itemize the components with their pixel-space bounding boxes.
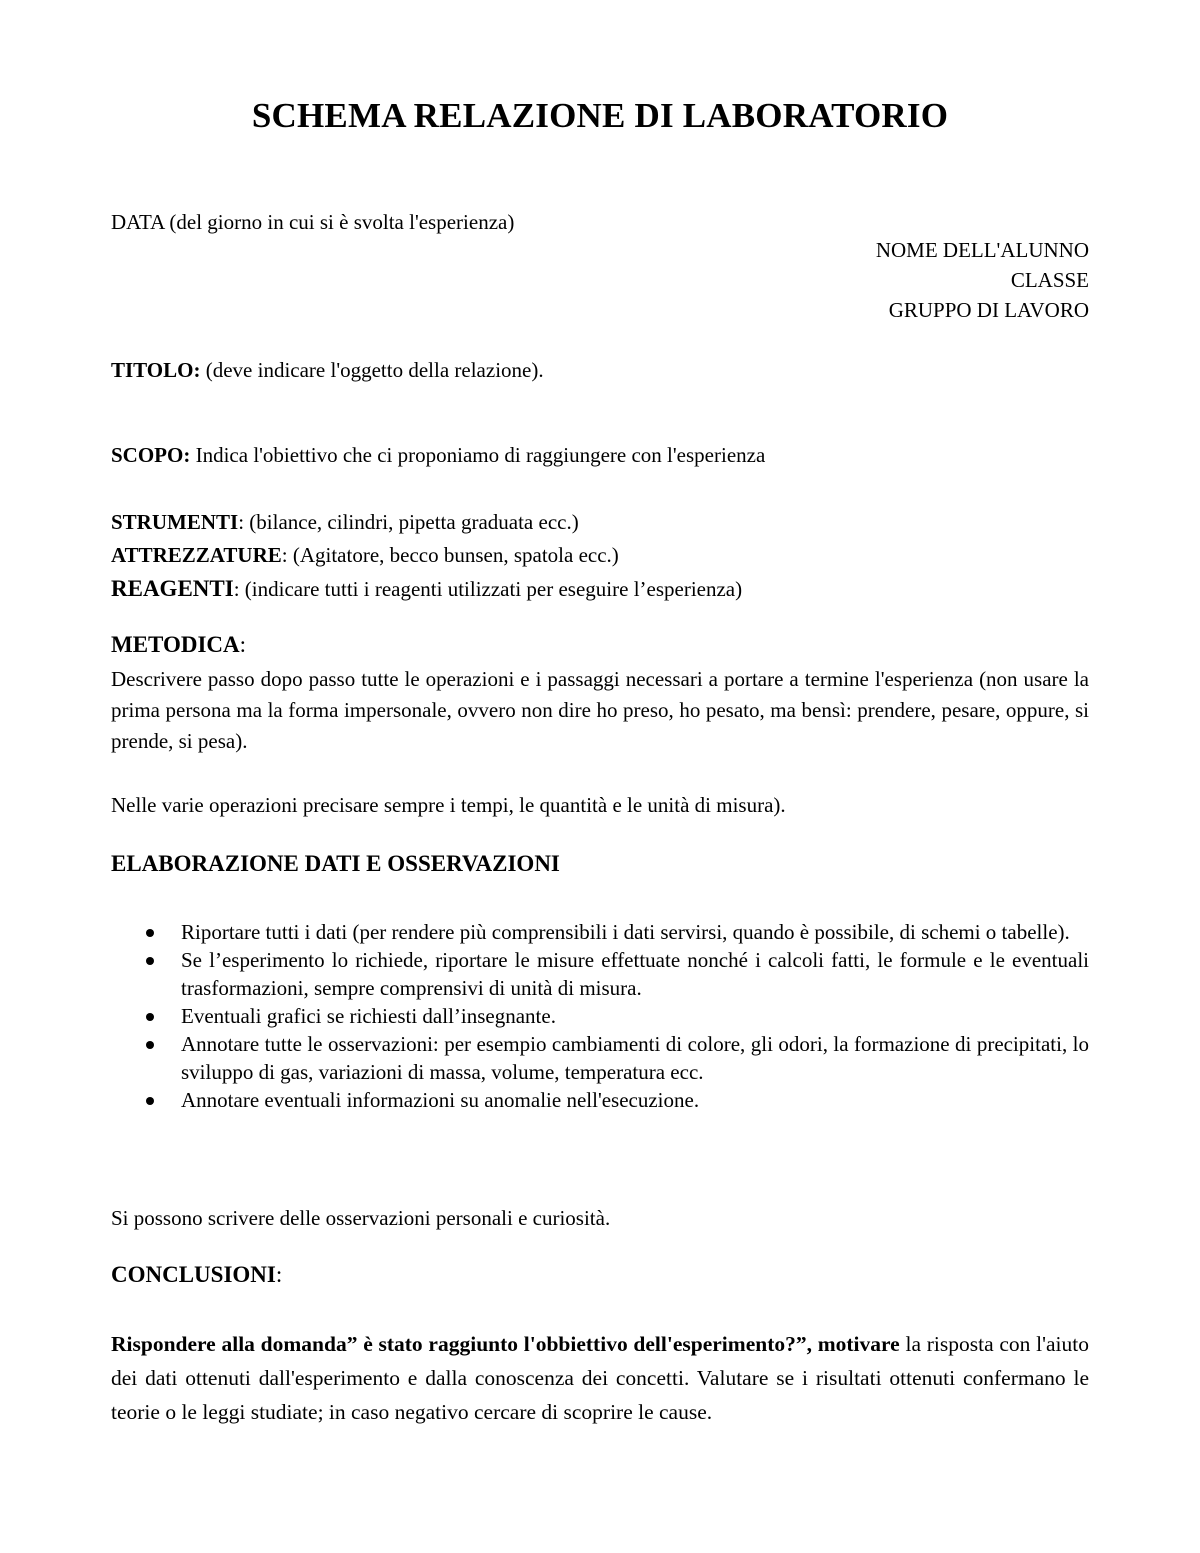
conclusioni-label: CONCLUSIONI bbox=[111, 1262, 276, 1287]
titolo-line bbox=[111, 358, 544, 383]
attrezzature-label: ATTREZZATURE bbox=[111, 543, 282, 567]
class-label: CLASSE bbox=[1010, 268, 1089, 292]
list-item bbox=[181, 1030, 1089, 1086]
metodica-paragraph: Descrivere passo dopo passo tutte le operazioni e i passaggi necessari a portare a termine l'esperienza (non usare la prima persona ma la forma impersonale, ovvero non dire ho preso, ho pesato, ma bensì: prendere, pesare, oppure, si prende, si pesa). bbox=[111, 667, 1089, 753]
bullet-icon bbox=[146, 1097, 154, 1105]
metodica-label: METODICA bbox=[111, 632, 240, 657]
list-item bbox=[181, 946, 1089, 1002]
conclusioni-bold-text: Rispondere alla domanda” è stato raggiunto l'obbiettivo dell'esperimento?”, motivare bbox=[111, 1332, 900, 1356]
reagenti-line bbox=[111, 576, 742, 602]
reagenti-text: : (indicare tutti i reagenti utilizzati per eseguire l’esperienza) bbox=[233, 577, 743, 601]
list-item bbox=[181, 918, 1089, 946]
attrezzature-line bbox=[111, 543, 619, 568]
attrezzature-text: : (Agitatore, becco bunsen, spatola ecc.) bbox=[281, 543, 619, 567]
reagenti-label: REAGENTI bbox=[111, 576, 234, 601]
elaborazione-note: Si possono scrivere delle osservazioni personali e curiosità. bbox=[111, 1206, 611, 1230]
metodica-note: Nelle varie operazioni precisare sempre i tempi, le quantità e le unità di misura). bbox=[111, 793, 786, 817]
titolo-label: TITOLO: bbox=[111, 358, 201, 382]
work-group-label: GRUPPO DI LAVORO bbox=[888, 298, 1089, 322]
list-item-text: Se l’esperimento lo richiede, riportare le misure effettuate nonché i calcoli fatti, le formule e le eventuali trasformazioni, sempre comprensivi di unità di misura. bbox=[181, 948, 1089, 1000]
list-item bbox=[181, 1002, 1089, 1030]
strumenti-line bbox=[111, 510, 579, 535]
conclusioni-colon: : bbox=[275, 1262, 283, 1287]
conclusioni-paragraph bbox=[111, 1327, 1089, 1429]
list-item bbox=[181, 1086, 1089, 1114]
strumenti-label: STRUMENTI bbox=[111, 510, 239, 534]
metodica-colon: : bbox=[239, 632, 247, 657]
date-line: DATA (del giorno in cui si è svolta l'esperienza) bbox=[111, 210, 515, 234]
scopo-label: SCOPO: bbox=[111, 443, 191, 467]
list-item-text: Annotare tutte le osservazioni: per esempio cambiamenti di colore, gli odori, la formazione di precipitati, lo sviluppo di gas, variazioni di massa, volume, temperatura ecc. bbox=[181, 1032, 1089, 1084]
strumenti-text: : (bilance, cilindri, pipetta graduata ecc.) bbox=[238, 510, 579, 534]
bullet-icon bbox=[146, 957, 154, 965]
elaborazione-heading: ELABORAZIONE DATI E OSSERVAZIONI bbox=[111, 851, 560, 876]
conclusioni-text: la risposta con l'aiuto dei dati ottenuti dall'esperimento e dalla conoscenza dei concetti. Valutare se i risultati ottenuti confermano le teorie o le leggi studiate; in caso negativo cercare di scoprire le cause. bbox=[111, 1332, 1089, 1424]
bullet-icon bbox=[146, 1041, 154, 1049]
metodica-heading bbox=[111, 632, 246, 658]
conclusioni-heading bbox=[111, 1262, 282, 1288]
elaborazione-list bbox=[181, 918, 1089, 1114]
titolo-text: (deve indicare l'oggetto della relazione). bbox=[200, 358, 544, 382]
bullet-icon bbox=[146, 929, 154, 937]
document-title: SCHEMA RELAZIONE DI LABORATORIO bbox=[251, 96, 949, 135]
bullet-icon bbox=[146, 1013, 154, 1021]
scopo-text: Indica l'obiettivo che ci proponiamo di raggiungere con l'esperienza bbox=[190, 443, 766, 467]
list-item-text: Riportare tutti i dati (per rendere più comprensibili i dati servirsi, quando è possibile, di schemi o tabelle). bbox=[181, 920, 1070, 944]
student-name-label: NOME DELL'ALUNNO bbox=[875, 238, 1089, 262]
list-item-text: Eventuali grafici se richiesti dall’insegnante. bbox=[181, 1004, 556, 1028]
scopo-line bbox=[111, 443, 765, 468]
list-item-text: Annotare eventuali informazioni su anomalie nell'esecuzione. bbox=[181, 1088, 700, 1112]
